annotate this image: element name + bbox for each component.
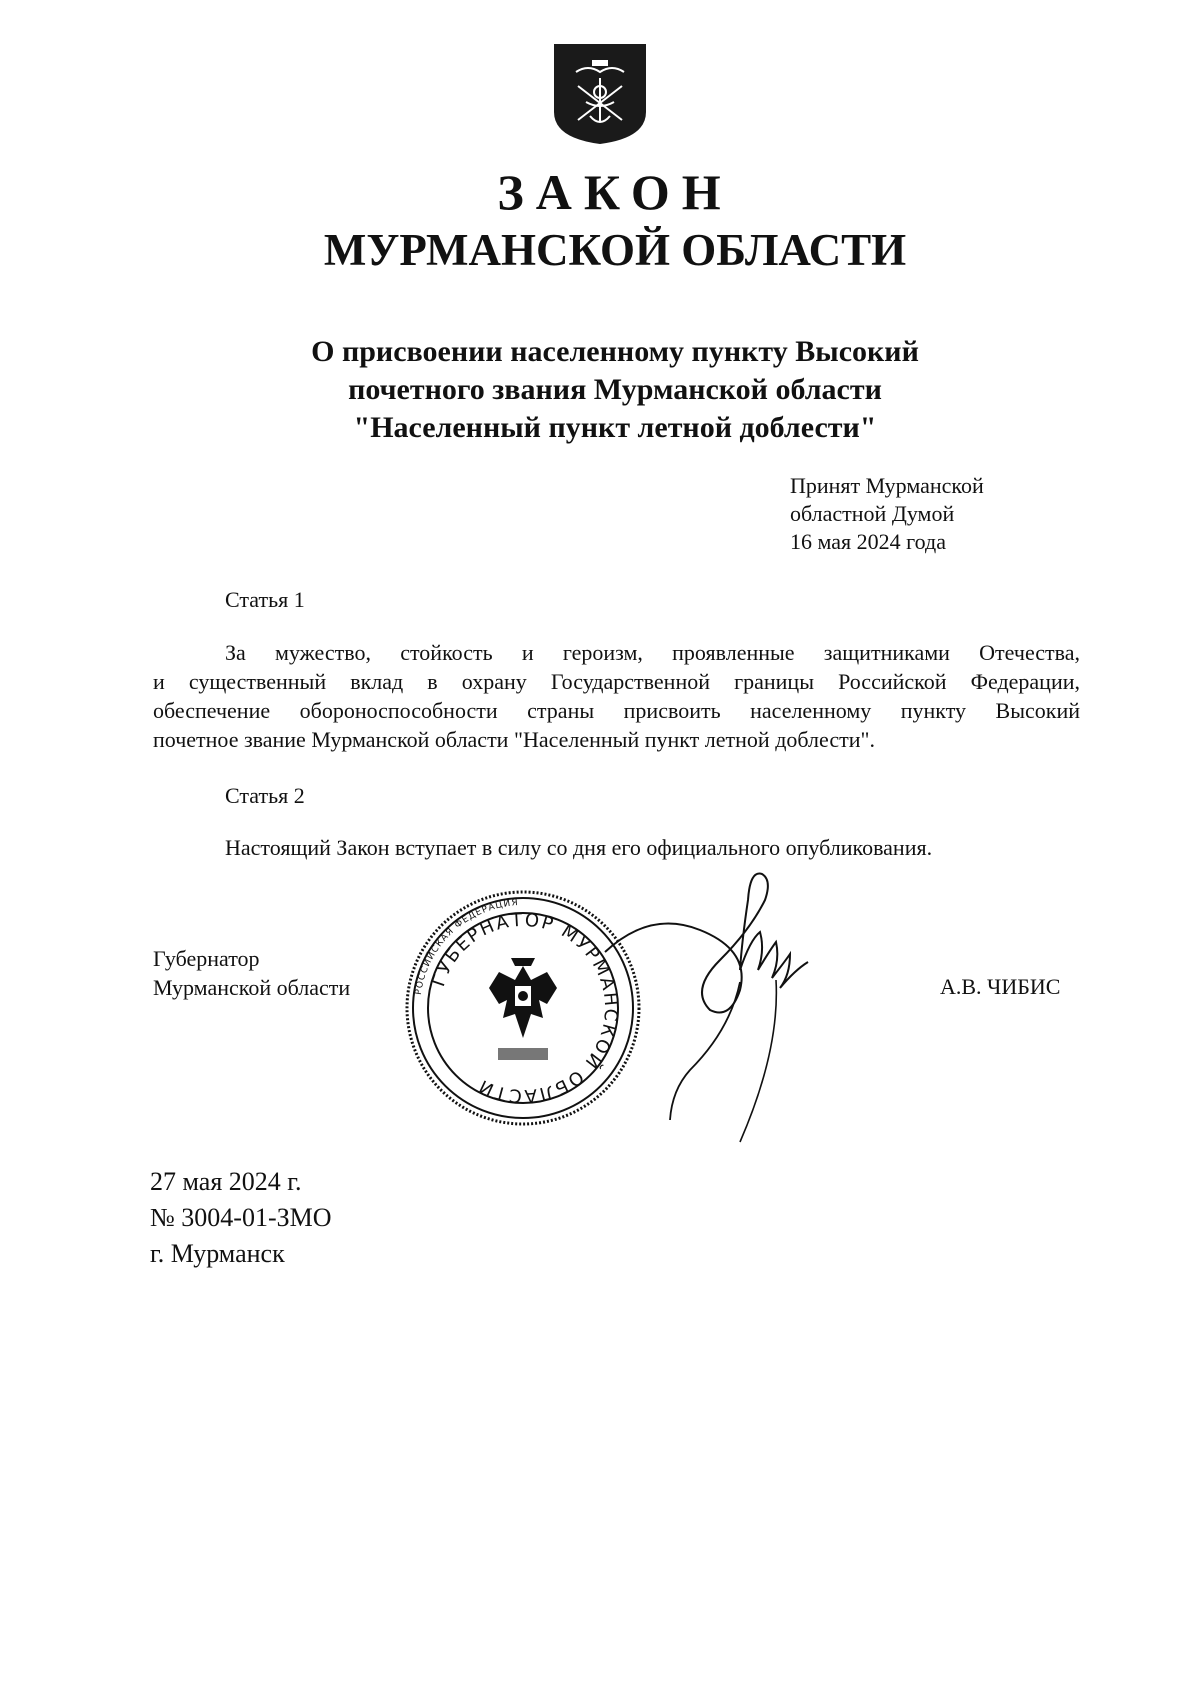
article-1-heading: Статья 1 — [225, 587, 305, 612]
governor-name: А.В. ЧИБИС — [940, 974, 1061, 999]
law-date: 27 мая 2024 г. — [150, 1167, 302, 1196]
seal-inner-text: ГУБЕРНАТОР МУРМАНСКОЙ ОБЛАСТИ — [428, 909, 622, 1107]
law-city: г. Мурманск — [150, 1239, 285, 1268]
adopted-date: 16 мая 2024 года — [790, 529, 946, 554]
article-1-text — [153, 638, 1080, 754]
subtitle-line-3: "Населенный пункт летной доблести" — [353, 411, 877, 444]
article-1-line: почетное звание Мурманской области "Населенный пункт летной доблести". — [153, 727, 875, 752]
law-number: № 3004-01-ЗМО — [150, 1203, 332, 1232]
article-1-line: обеспечение обороноспособности страны присвоить населенному пункту Высокий — [153, 698, 1080, 723]
governor-title-line-2: Мурманской области — [153, 975, 351, 1000]
law-title: ЗАКОН — [497, 164, 733, 220]
article-1-line: За мужество, стойкость и героизм, проявленные защитниками Отечества, — [225, 640, 1080, 665]
governor-signature — [590, 870, 850, 1150]
article-1-line: и существенный вклад в охрану Государственной границы Российской Федерации, — [153, 669, 1080, 694]
law-region-title: МУРМАНСКОЙ ОБЛАСТИ — [323, 225, 907, 275]
article-2-heading: Статья 2 — [225, 783, 305, 808]
subtitle-line-1: О присвоении населенному пункту Высокий — [311, 335, 919, 368]
article-2-text: Настоящий Закон вступает в силу со дня его официального опубликования. — [225, 835, 933, 860]
governor-title-line-1: Губернатор — [153, 946, 260, 971]
murmansk-coat-of-arms-icon — [552, 42, 648, 146]
seal-outer-text: РОССИЙСКАЯ ФЕДЕРАЦИЯ — [413, 898, 520, 996]
subtitle-line-2: почетного звания Мурманской области — [348, 373, 882, 406]
adopted-line-2: областной Думой — [790, 501, 955, 526]
adopted-line-1: Принят Мурманской — [790, 473, 984, 498]
